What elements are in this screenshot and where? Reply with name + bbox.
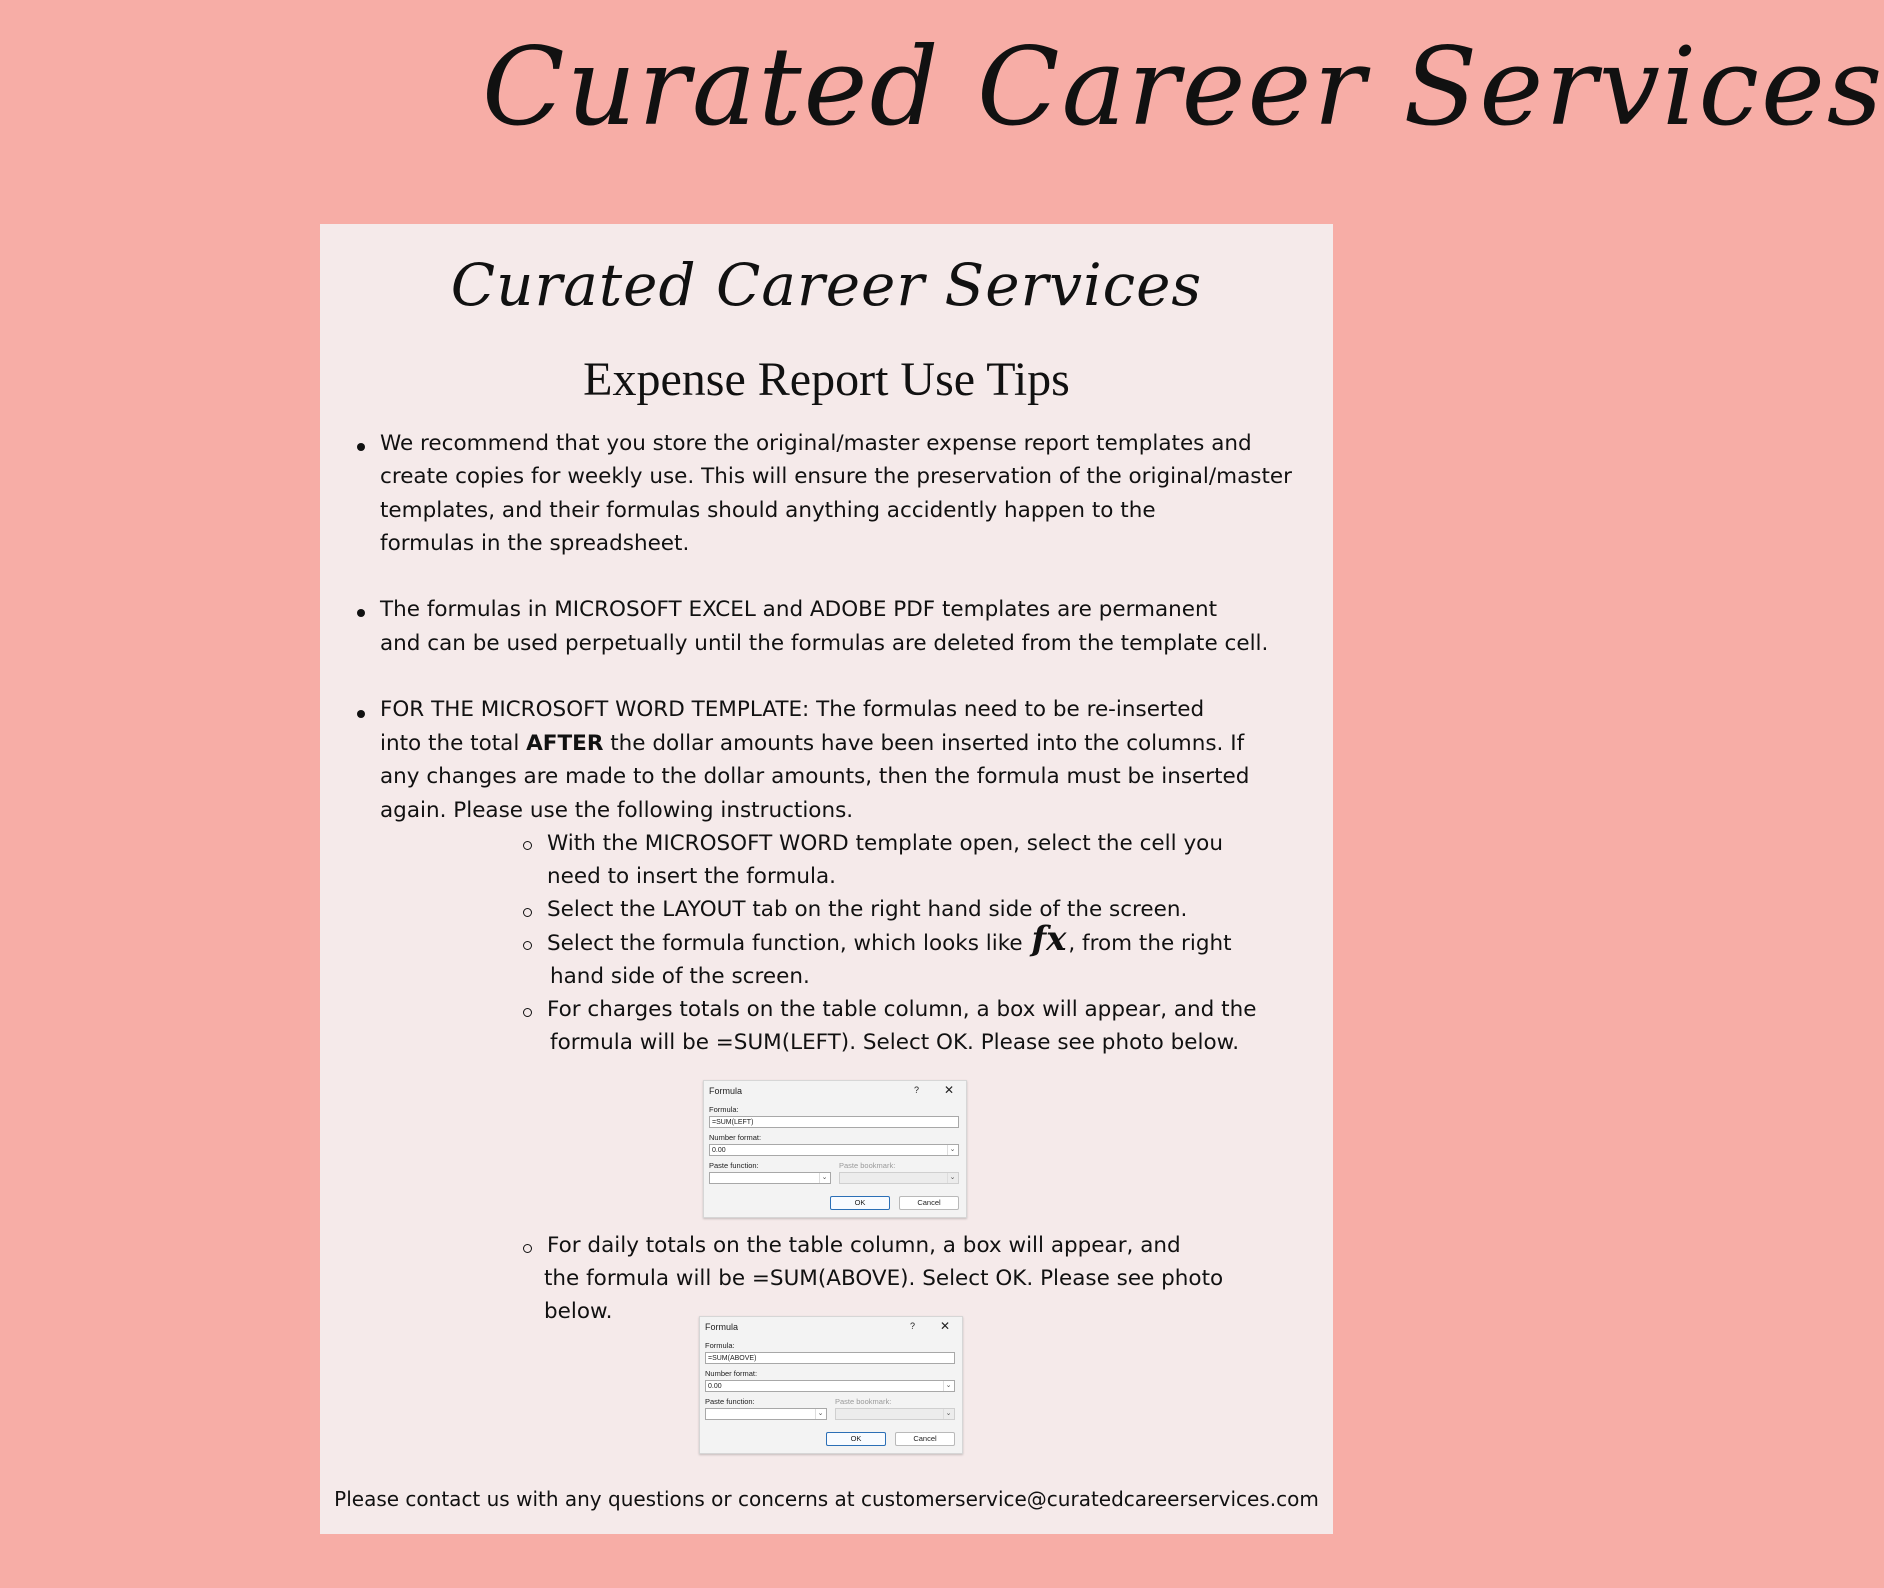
- formula-label: Formula:: [709, 1105, 739, 1114]
- chevron-down-icon: ⌄: [947, 1173, 957, 1183]
- sub-bullet-marker: [523, 1008, 532, 1017]
- number-format-field: [709, 1144, 959, 1156]
- bullet3-text: the dollar amounts have been inserted into the columns. If: [603, 731, 1245, 756]
- close-icon: ✕: [940, 1319, 951, 1333]
- bullet3-line: FOR THE MICROSOFT WORD TEMPLATE: The formulas need to be re-inserted: [380, 697, 1205, 722]
- number-format-value: 0.00: [708, 1383, 722, 1390]
- sub-bullet-marker: [523, 941, 532, 950]
- paste-bookmark-select: [839, 1172, 959, 1184]
- bullet3-line: [380, 727, 1244, 761]
- formula-dialog-sum-left: [703, 1080, 967, 1218]
- paste-function-select: [705, 1408, 827, 1420]
- paste-bookmark-select: [835, 1408, 955, 1420]
- paste-bookmark-label: Paste bookmark:: [835, 1397, 892, 1406]
- number-format-value: 0.00: [712, 1147, 726, 1154]
- bullet1-line: templates, and their formulas should anything accidently happen to the: [380, 498, 1156, 523]
- dialog-title: Formula: [705, 1322, 739, 1332]
- fx-icon: fx: [1031, 919, 1067, 959]
- document-title: Expense Report Use Tips: [583, 353, 1070, 406]
- bullet1-line: create copies for weekly use. This will ensure the preservation of the original/master: [380, 464, 1292, 489]
- ok-button: OK: [830, 1196, 890, 1210]
- cancel-button: Cancel: [895, 1432, 955, 1446]
- number-format-field: [705, 1380, 955, 1392]
- dialog-title: Formula: [709, 1086, 743, 1096]
- bullet3-text: into the total: [380, 731, 527, 756]
- sub1-line: need to insert the formula.: [547, 864, 836, 889]
- sub3-text: , from the right: [1068, 931, 1232, 956]
- sub-bullet-marker: [523, 841, 532, 850]
- paste-function-label: Paste function:: [709, 1161, 759, 1170]
- number-format-label: Number format:: [705, 1369, 758, 1378]
- bullet2-line: The formulas in MICROSOFT EXCEL and ADOBE PDF templates are permanent: [380, 597, 1218, 622]
- formula-field: =SUM(LEFT): [709, 1116, 959, 1128]
- sub4-line: For charges totals on the table column, a box will appear, and the: [547, 997, 1257, 1022]
- sub-bullet-marker: [523, 1244, 532, 1253]
- bullet2-line: and can be used perpetually until the formulas are deleted from the template cell.: [380, 631, 1269, 656]
- formula-label: Formula:: [705, 1341, 735, 1350]
- sub1-line: With the MICROSOFT WORD template open, select the cell you: [547, 831, 1223, 856]
- number-format-label: Number format:: [709, 1133, 762, 1142]
- emphasis-after: AFTER: [526, 731, 604, 756]
- sub5-line: For daily totals on the table column, a box will appear, and: [547, 1233, 1181, 1258]
- formula-dialog-sum-above: [699, 1316, 963, 1454]
- bullet-marker: [357, 609, 365, 617]
- chevron-down-icon: ⌄: [943, 1381, 953, 1391]
- bullet3-line: again. Please use the following instructions.: [380, 798, 854, 823]
- sub5-line: the formula will be =SUM(ABOVE). Select OK. Please see photo: [544, 1266, 1224, 1291]
- sub3-line: hand side of the screen.: [550, 964, 810, 989]
- sub4-line: formula will be =SUM(LEFT). Select OK. Please see photo below.: [550, 1030, 1240, 1055]
- chevron-down-icon: ⌄: [815, 1409, 825, 1419]
- paste-function-select: [709, 1172, 831, 1184]
- ok-button: OK: [826, 1432, 886, 1446]
- sub3-text: Select the formula function, which looks like: [547, 931, 1030, 956]
- formula-field: =SUM(ABOVE): [705, 1352, 955, 1364]
- bullet1-line: formulas in the spreadsheet.: [380, 531, 690, 556]
- help-icon: ?: [910, 1321, 916, 1331]
- paste-function-label: Paste function:: [705, 1397, 755, 1406]
- chevron-down-icon: ⌄: [943, 1409, 953, 1419]
- header-brand-logo: Curated Career Services: [482, 25, 1884, 150]
- bullet1-line: We recommend that you store the original/master expense report templates and: [380, 431, 1252, 456]
- bullet3-line: any changes are made to the dollar amounts, then the formula must be inserted: [380, 764, 1250, 789]
- document-brand-logo: Curated Career Services: [450, 251, 1203, 319]
- cancel-button: Cancel: [899, 1196, 959, 1210]
- sub-bullet-marker: [523, 908, 532, 917]
- sub5-line: below.: [544, 1299, 613, 1324]
- tips-document: [320, 224, 1333, 1534]
- sub2-line: Select the LAYOUT tab on the right hand side of the screen.: [547, 897, 1188, 922]
- bullet-marker: [357, 710, 365, 718]
- contact-line: Please contact us with any questions or concerns at customerservice@curatedcareerservices.com: [334, 1487, 1319, 1511]
- chevron-down-icon: ⌄: [819, 1173, 829, 1183]
- bullet-marker: [357, 443, 365, 451]
- sub3-line: [547, 919, 1232, 961]
- chevron-down-icon: ⌄: [947, 1145, 957, 1155]
- paste-bookmark-label: Paste bookmark:: [839, 1161, 896, 1170]
- close-icon: ✕: [944, 1083, 955, 1097]
- help-icon: ?: [914, 1085, 920, 1095]
